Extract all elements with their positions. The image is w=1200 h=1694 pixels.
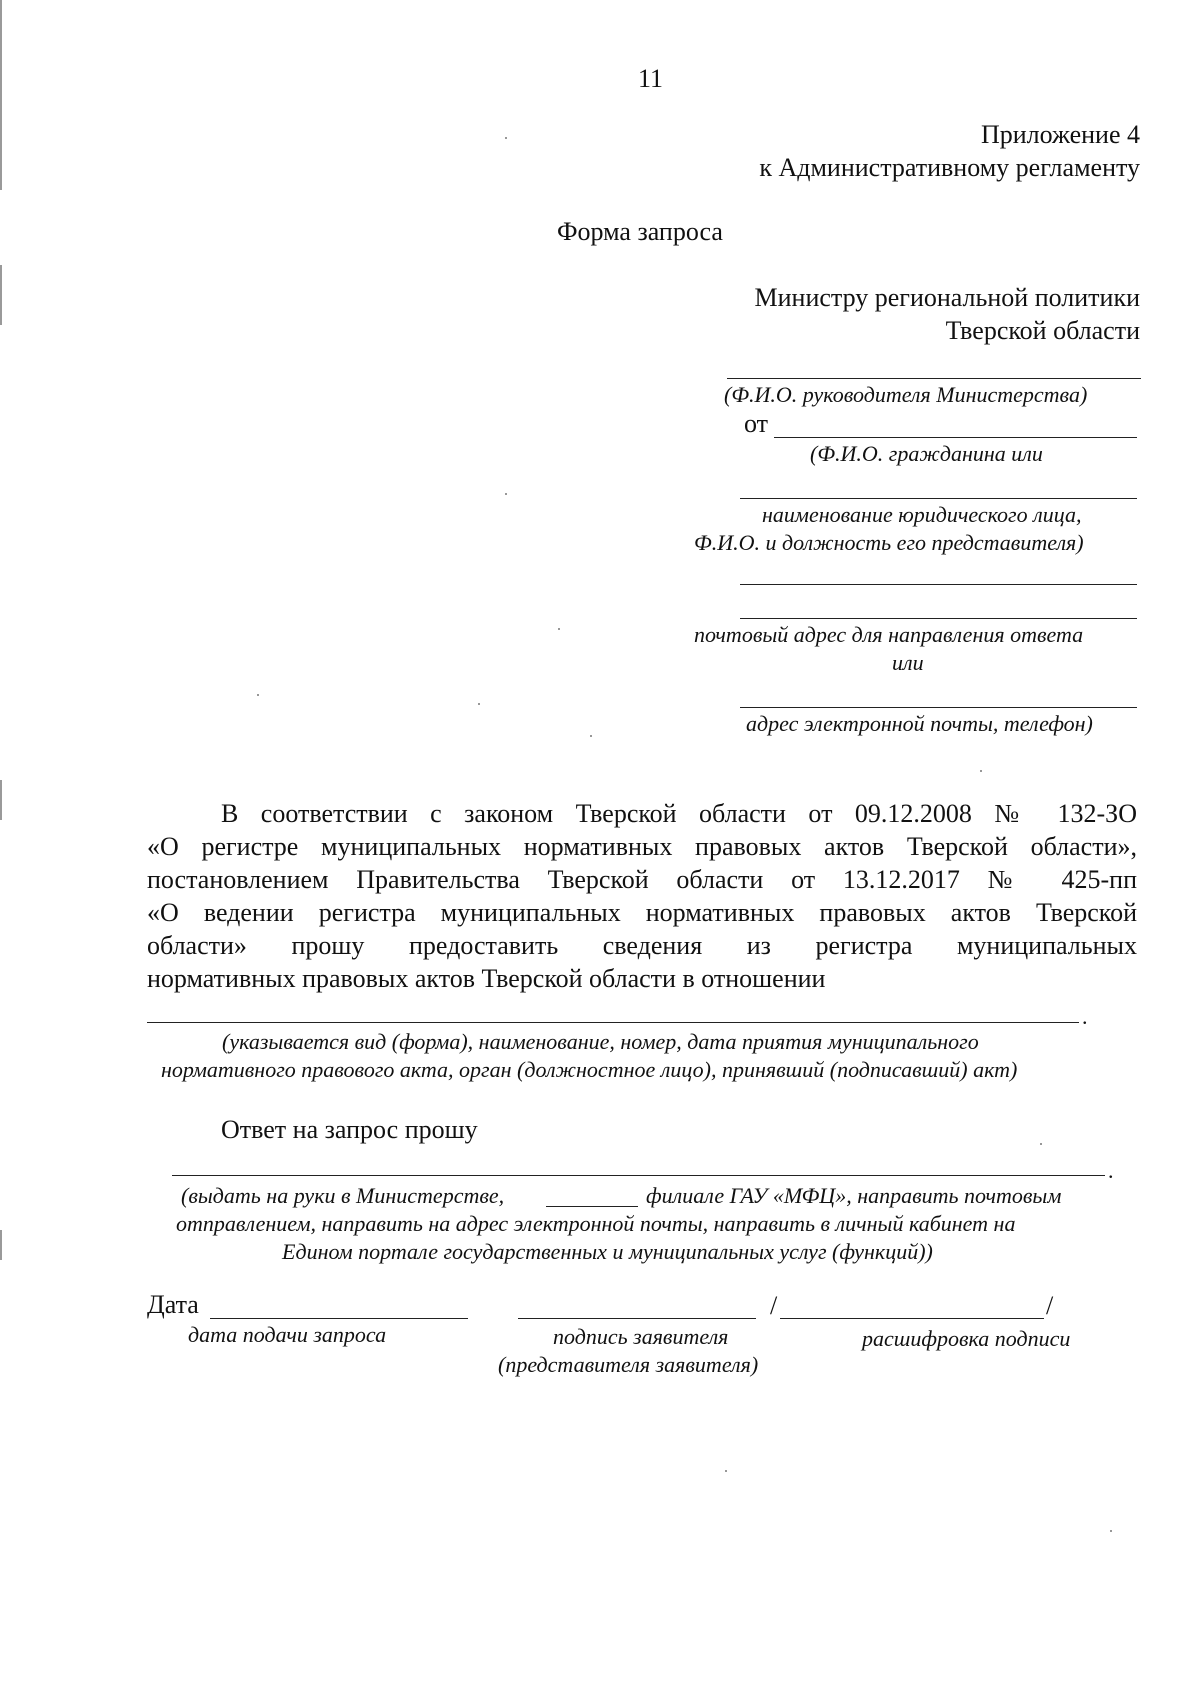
legal-act-field-dot: . [1082,1004,1088,1029]
legal-act-hint-2: нормативного правового акта, орган (должностное лицо), принявший (подписавший) акт) [161,1057,1018,1082]
scan-speck [725,1470,727,1472]
scan-speck [505,137,507,139]
scan-speck [478,703,480,705]
scan-speck [505,493,507,495]
postal-address-field-1[interactable] [740,584,1137,585]
postal-address-hint: почтовый адрес для направления ответа [694,622,1084,647]
form-title: Форма запроса [557,217,723,246]
legal-act-field[interactable] [147,1022,1079,1023]
scan-edge-mark [0,0,2,190]
response-field-dot: . [1108,1158,1114,1183]
response-hint-1a: (выдать на руки в Министерстве, [181,1183,505,1208]
signature-field[interactable] [518,1318,756,1319]
request-paragraph [147,797,1137,995]
email-phone-hint: адрес электронной почты, телефон) [746,711,1093,736]
scan-edge-mark [0,780,2,820]
signature-decode-field[interactable] [780,1318,1044,1319]
body-line-4: «О ведении регистра муниципальных нормативных правовых актов Тверской [147,898,1137,927]
signature-hint-1: подпись заявителя [553,1324,729,1349]
response-hint-3: Едином портале государственных и муниципальных услуг (функций)) [282,1239,933,1264]
date-field[interactable] [210,1318,468,1319]
body-line-5: области» прошу предоставить сведения из регистра муниципальных [147,931,1137,960]
email-phone-field[interactable] [740,707,1137,708]
body-line-6: нормативных правовых актов Тверской области в отношении [147,964,826,993]
scan-edge-mark [0,1230,2,1260]
applicant-name-field[interactable] [774,437,1137,438]
scan-speck [980,770,982,772]
head-name-field[interactable] [727,378,1141,379]
scan-speck [558,628,560,630]
scan-speck [590,735,592,737]
scan-speck [257,694,259,696]
legal-entity-hint-1: наименование юридического лица, [762,502,1082,527]
scan-speck [1110,1530,1112,1532]
postal-address-hint-or: или [892,650,924,675]
legal-act-hint-1: (указывается вид (форма), наименование, номер, дата приятия муниципального [222,1029,979,1054]
page-number: 11 [638,64,664,93]
date-label: Дата [147,1290,199,1319]
head-name-hint: (Ф.И.О. руководителя Министерства) [724,382,1088,407]
mfc-branch-field[interactable] [546,1206,638,1207]
legal-entity-field[interactable] [740,498,1137,499]
legal-entity-hint-2: Ф.И.О. и должность его представителя) [694,530,1084,555]
response-label: Ответ на запрос прошу [221,1115,478,1144]
signature-slash-1: / [770,1291,778,1320]
date-hint: дата подачи запроса [188,1322,387,1347]
scan-speck [1040,1143,1042,1145]
body-line-2: «О регистре муниципальных нормативных правовых актов Тверской области», [147,832,1137,861]
appendix-subtitle: к Административному регламенту [759,153,1140,182]
postal-address-field-2[interactable] [740,618,1137,619]
signature-decode-hint: расшифровка подписи [862,1326,1071,1351]
scan-edge-mark [0,265,2,325]
signature-slash-2: / [1046,1291,1054,1320]
response-method-field[interactable] [172,1175,1105,1176]
addressee-line-1: Министру региональной политики [754,283,1140,312]
body-line-1: В соответствии с законом Тверской области от 09.12.2008 № 132-ЗО [221,799,1137,828]
addressee-line-2: Тверской области [945,316,1140,345]
response-hint-2: отправлением, направить на адрес электронной почты, направить в личный кабинет на [176,1211,1016,1236]
signature-hint-2: (представителя заявителя) [498,1352,759,1377]
response-hint-1b: филиале ГАУ «МФЦ», направить почтовым [646,1183,1062,1208]
appendix-title: Приложение 4 [980,120,1140,149]
from-label: от [744,409,769,438]
applicant-name-hint: (Ф.И.О. гражданина или [810,441,1043,466]
body-line-3: постановлением Правительства Тверской области от 13.12.2017 № 425-пп [147,865,1137,894]
